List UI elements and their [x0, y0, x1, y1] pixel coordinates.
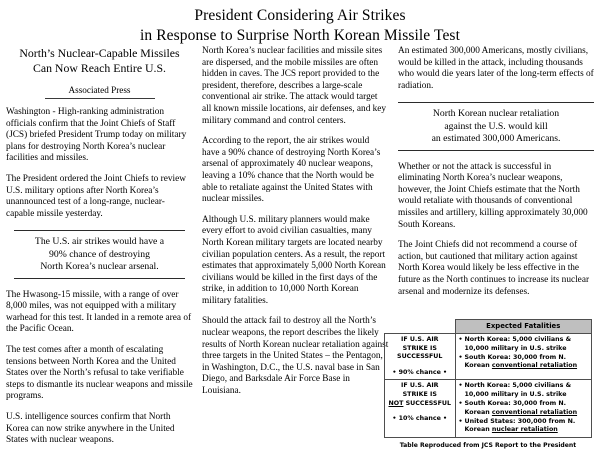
pull-quote-line-2: against the U.S. would kill — [444, 120, 548, 132]
paragraph: Although U.S. military planners would make every effort to avoid civilian casualties, many North Korean military targets are located nearby civilian population centers. As a result, the report estimates that approximately 5,000 North Korean civilians would be killed in the first days of the strike, in addition to 10,000 North Korean military fatalities. — [202, 214, 386, 306]
fatality-item — [459, 354, 589, 371]
column-left — [6, 46, 202, 456]
table-header-expected-fatalities: Expected Fatalities — [455, 320, 592, 334]
fatality-item — [459, 336, 589, 353]
pull-quote-left — [14, 230, 185, 278]
condition-line-1: IF U.S. AIR STRIKE IS — [400, 336, 439, 352]
table-header-row — [385, 320, 592, 334]
fatality-item — [459, 382, 589, 399]
expected-fatalities-table-wrapper — [384, 319, 592, 449]
pull-quote-line-2: 90% chance of destroying — [49, 248, 150, 260]
sub-headline — [6, 46, 193, 76]
condition-line-1: IF U.S. AIR STRIKE IS — [400, 382, 439, 398]
paragraph: Should the attack fail to destroy all the North’s nuclear weapons, the report describes the likely results of North Korean nuclear retaliation against three targets in the United States – the Pentagon, in Washington, D.C., the U.S. naval base in San Diego, and Barksdale Air Force Base in Louisiana. — [202, 316, 389, 397]
table-caption: Table Reproduced from JCS Report to the President — [399, 442, 577, 450]
paragraph: U.S. intelligence sources confirm that North Korea can now strike anywhere in the United States with nuclear weapons. — [6, 411, 175, 446]
table-cell-condition-successful — [385, 334, 456, 380]
paragraph: The Hwasong-15 missile, with a range of over 8,000 miles, was not equipped with a military warhead for this test. It landed in a remote area of the Pacific Ocean. — [6, 289, 192, 335]
column-right — [398, 46, 594, 307]
table-cell-condition-not-successful — [385, 380, 456, 438]
fatality-text: North Korea: 5,000 civilians & 10,000 military in U.S. strike — [464, 336, 572, 352]
paragraph: According to the report, the air strikes would have a 90% chance of destroying North Korea’s arsenal of approximately 40 nuclear weapons, leaving a 10% chance that the North would be able to retaliate against the United States with nuclear missiles. — [202, 136, 381, 205]
condition-line-2: SUCCESSFUL — [397, 353, 443, 361]
fatality-item — [459, 418, 589, 435]
table-row — [385, 380, 592, 438]
paragraph: An estimated 300,000 Americans, mostly civilians, would be killed in the attack, including thousands who would die years later of the long-term effects of radiation. — [398, 46, 594, 91]
fatality-text-underlined: conventional retaliation — [491, 362, 578, 370]
expected-fatalities-table — [384, 319, 592, 438]
condition-chance: • 90% chance • — [392, 368, 448, 376]
paragraph: Whether or not the attack is successful in eliminating North Korea’s nuclear weapons, however, the Joint Chiefs estimate that the North would retaliate with thousands of conventional missiles and artillery, killing approximately 30,000 South Koreans. — [398, 161, 588, 230]
sub-headline-line-2: Can Now Reach Entire U.S. — [32, 61, 166, 75]
byline: Associated Press — [68, 85, 131, 95]
paragraph: The test comes after a month of escalating tensions between North Korea and the United States over the North’s refusal to take verifiable steps to dismantle its nuclear weapons and missile programs. — [6, 344, 193, 402]
table-header-blank-cell — [385, 320, 456, 334]
fatality-text: North Korea: 5,000 civilians & 10,000 military in U.S. strike — [464, 382, 572, 398]
sub-headline-line-1: North’s Nuclear-Capable Missiles — [19, 46, 180, 60]
pull-quote-line-3: North Korea’s nuclear arsenal. — [40, 261, 159, 273]
paragraph: The Joint Chiefs did not recommend a course of action, but cautioned that military action against North Korea would likely be less effective in the future as the North continues to increase its nuclear arsenal and modernize its defenses. — [398, 240, 590, 297]
byline-divider — [45, 98, 155, 99]
fatality-text-underlined: conventional retaliation — [491, 408, 578, 416]
pull-quote-line-1: The U.S. air strikes would have a — [34, 236, 165, 248]
fatality-text: South Korea: 30,000 from N. Korean — [464, 400, 567, 416]
masthead — [0, 0, 600, 46]
fatality-text: South Korea: 30,000 from N. Korean — [464, 353, 567, 370]
condition-not-underlined: NOT — [388, 399, 404, 407]
fatality-item — [459, 400, 589, 417]
masthead-title-line-2: in Response to Surprise North Korean Missile Test — [140, 27, 460, 44]
pull-quote-right — [398, 102, 594, 150]
fatality-text-underlined: nuclear retaliation — [491, 426, 558, 434]
table-cell-fatalities-not-successful — [455, 380, 592, 438]
masthead-title-line-1: President Considering Air Strikes — [194, 7, 406, 24]
table-cell-fatalities-successful — [455, 334, 592, 380]
condition-chance: • 10% chance • — [392, 415, 448, 423]
pull-quote-line-1: North Korean nuclear retaliation — [432, 108, 560, 120]
fatality-text: United States: 300,000 from N. Korean — [464, 417, 576, 434]
paragraph: North Korea’s nuclear facilities and missile sites are dispersed, and the mobile missiles are often hidden in caves. The JCS report provided to the president, therefore, describes a large-scale conventional air strike. The attack would target all known missile locations, air defenses, and key military command and control centers. — [202, 46, 387, 126]
condition-line-2-rest: SUCCESSFUL — [403, 399, 452, 407]
table-row — [385, 334, 592, 380]
pull-quote-line-3: an estimated 300,000 Americans. — [431, 133, 561, 145]
paragraph: The President ordered the Joint Chiefs to review U.S. military options after North Korea’s unannounced test of a long-range, nuclear-capable missile yesterday. — [6, 173, 186, 219]
paragraph: Washington - High-ranking administration officials confirm that the Joint Chiefs of Staff (JCS) briefed President Trump today on military plans for destroying North Korea’s nuclear facilities and missiles. — [6, 107, 187, 164]
column-middle — [202, 46, 398, 407]
